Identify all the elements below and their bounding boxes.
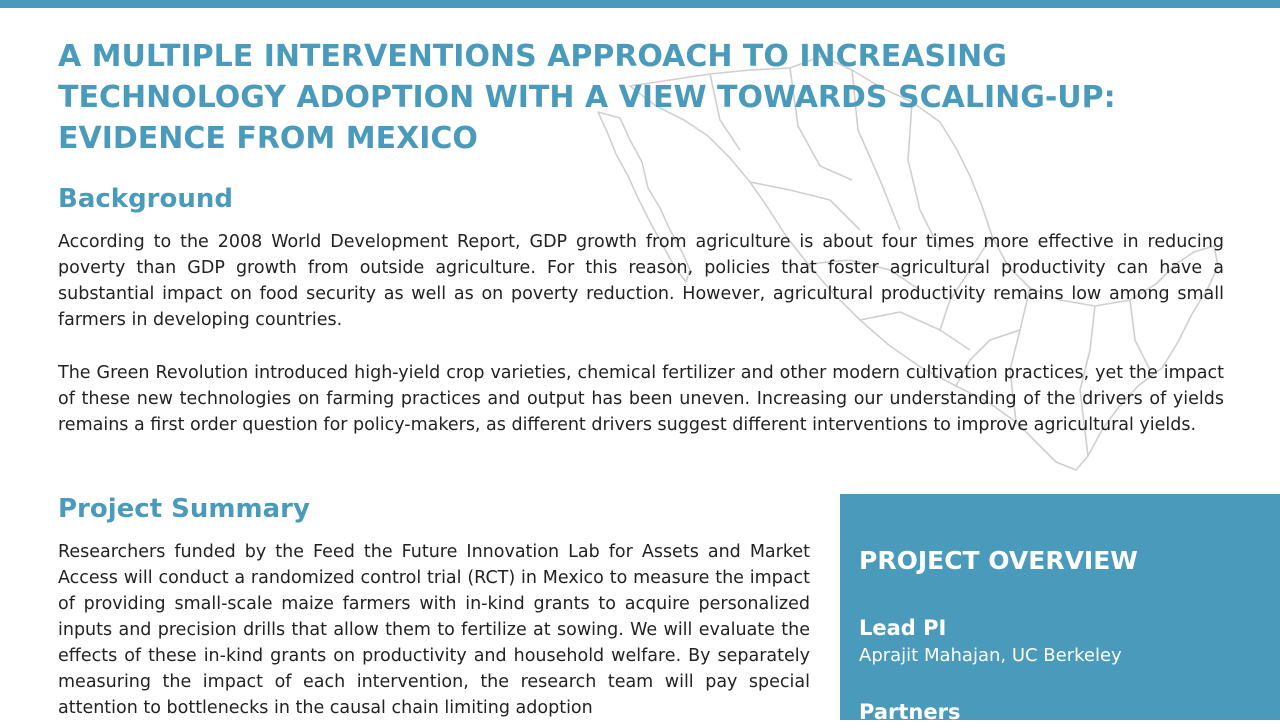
project-summary-paragraph: Researchers funded by the Feed the Future Innovation Lab for Assets and Market Access will conduct a randomized control trial (RCT) in Mexico to measure the impact of providing small-scale maize farmers with in-kind grants to acquire personalized inputs and precision drills that allow them to fertilize at sowing. We will evaluate the effects of these in-kind grants on productivity and household welfare. By separately measuring the impact of each intervention, the research team will pay special attention to bottlenecks in the causal chain limiting adoption <box>58 542 810 718</box>
page-title-line-2: TECHNOLOGY ADOPTION WITH A VIEW TOWARDS SCALING-UP: <box>58 80 1116 115</box>
project-summary-heading: Project Summary <box>58 494 310 524</box>
page-title <box>58 36 1238 159</box>
background-paragraph-2: The Green Revolution introduced high-yield crop varieties, chemical fertilizer and other modern cultivation practices, yet the impact of these new technologies on farming practices and output has been uneven. Increasing our understanding of the drivers of yields remains a first order question for policy-makers, as different drivers suggest different interventions to improve agricultural yields. <box>58 363 1224 435</box>
page-title-line-1: A MULTIPLE INTERVENTIONS APPROACH TO INCREASING <box>58 39 1007 74</box>
top-accent-bar <box>0 0 1280 8</box>
partners-label: Partners <box>859 700 961 724</box>
project-overview-title: PROJECT OVERVIEW <box>859 546 1138 575</box>
project-overview-box <box>840 494 1280 724</box>
lead-pi-label: Lead PI <box>859 616 947 640</box>
lead-pi-value: Aprajit Mahajan, UC Berkeley <box>859 645 1122 666</box>
background-paragraph-1: According to the 2008 World Development Report, GDP growth from agriculture is about four times more effective in reducing poverty than GDP growth from outside agriculture. For this reason, policies that foster agricultural productivity can have a substantial impact on food security as well as on poverty reduction. However, agricultural productivity remains low among small farmers in developing countries. <box>58 232 1224 330</box>
background-heading: Background <box>58 184 233 214</box>
page-title-line-3: EVIDENCE FROM MEXICO <box>58 121 478 156</box>
